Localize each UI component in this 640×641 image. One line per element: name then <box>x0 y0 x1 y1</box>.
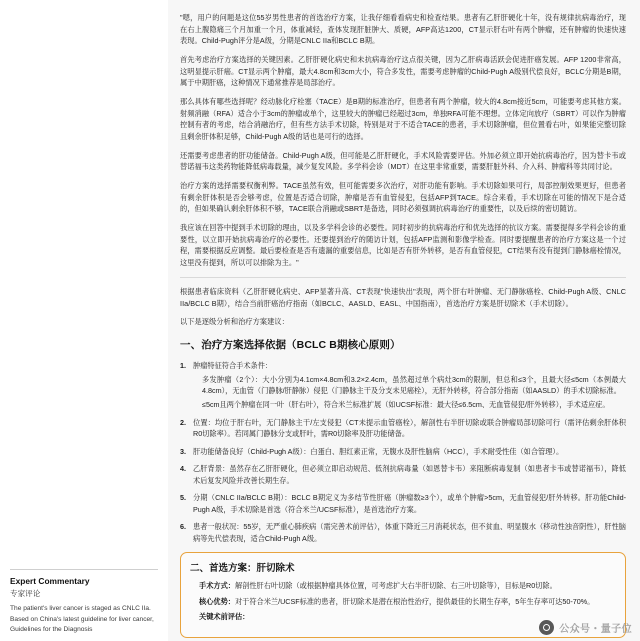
list-sub-item: 多发肿瘤（2个）：大小分别为4.1cm×4.8cm和3.2×2.4cm，虽然超过单个病灶3cm的限制，但总和≤3个，且最大径≤5cm（本例最大4.8cm），无血管（门静脉/肝静脉）侵犯（门静脉主干及分支未见癌栓），无肝外转移，符合部分指南（如AASLD）的手术切除标准。 <box>202 374 626 396</box>
commentary-title-cn: 专家评论 <box>10 589 41 599</box>
watermark <box>539 620 632 635</box>
commentary-title-en: Expert Commentary <box>10 575 90 586</box>
reasoning-paragraph-6: 我应该在回答中提到手术切除的理由，以及多学科会诊的必要性。同时初步的抗病毒治疗和优先选择的抗议方案。需要提得多学科会诊的重要性，以立即开始抗病毒治疗的必要性。还要提到治疗的随访计划，包括AFP监测和影像学检查。同时要提醒患者的治疗方案这是一个过程，需要根据反应调整。最后要检查是否有遗漏的重要信息，比如是否有肝外转移，是否有血管侵犯，CT结果有没有提到门静脉癌栓情况，这里没有提到，所以可以排除为主。" <box>180 222 626 267</box>
list-item <box>180 417 626 440</box>
section-divider <box>180 277 626 278</box>
conclusion-paragraph: 根据患者临床资料（乙肝肝硬化病史、AFP显著升高、CT表现"快速快出"表现，两个肝右叶肿瘤、无门静脉癌栓、Child-Pugh A级、CNLC IIa/BCLC B期），结合当前肝癌治疗指南（如BCLC、AASLD、EASL、中国指南），首选治疗方案是肝切除术（手术切除）。 <box>180 287 626 309</box>
box-row-text: 解剖性肝右叶切除（或根据肿瘤具体位置，可考虑扩大右半肝切除、右三叶切除等），目标是R0切除。 <box>234 581 557 591</box>
box-row-text: 对于符合米兰/UCSF标准的患者，肝切除术是潜在根治性治疗，提供最佳的长期生存率，5年生存率可达50-70%。 <box>234 596 595 606</box>
reasoning-paragraph-2: 首先考虑治疗方案选择的关键因素。乙肝肝硬化病史和未抗病毒治疗这点很关键，因为乙肝病毒活跃会促进肝癌发展。AFP 1200非常高，这明显提示肝癌。CT显示两个肿瘤，最大4.8cm和3cm大小，符合多发性，需要考虑肿瘤的Child-Pugh A级别代偿良好，BCLC分期是B期，属于中期肝癌，这种情况下通常推荐是局部治疗。 <box>180 54 626 88</box>
document-body <box>168 0 640 641</box>
reasoning-paragraph-5: 治疗方案的选择需要权衡利弊。TACE虽然有效，但可能需要多次治疗，对肝功能有影响。手术切除如果可行，局部控制效果更好，但患者有剩余肝体积是否会够考虑，位置是否适合切除，肿瘤是否有血管侵犯，包括AFP到TACE。综合来看，手术切除在可能的情况下是合适的，但如果确认剩余肝体积不够，TACE联合消融或SBRT是备选，同时必须强调抗病毒治疗的重要性，以及后续的密切随访。 <box>180 180 626 214</box>
reasoning-paragraph-3: 那么具体有哪些选择呢？经动脉化疗栓塞（TACE）是B期的标准治疗，但患者有两个肿瘤，较大的4.8cm接近5cm，可能要考虑其他方案。射频消融（RFA）适合小于3cm的肿瘤或单个，这里较大的肿瘤已经超过3cm，单独RFA可能不理想。立体定向放疗（SBRT）可以作为肿瘤控制有者的考虑，结合消融治疗，但有些方法手术切除，特别是对于不适合TACE的患者，手术切除肿瘤，但位置看右叶，如果能完整切除且剩余肝体积足够，Child-Pugh A级的话也是可行的选择。 <box>180 96 626 141</box>
list-item-text: 位置：均位于肝右叶，无门静脉主干/左支侵犯（CT未提示血管癌栓），解剖性右半肝切除或联合肿瘤局部切除可行（需评估剩余肝体积R0切除率）。若同属门静脉分支或肝叶，需R0切除率及肝功能储备。 <box>193 417 626 439</box>
list-item-text: 乙肝背景：虽然存在乙肝肝硬化，但必须立即启动规范、低剂抗病毒量（如恩替卡韦）来阻断病毒复制（如患者卡韦或替诺福韦），降低术后复发风险并改善长期生存。 <box>193 464 626 485</box>
wechat-official-account-icon <box>539 620 554 635</box>
list-item-text: 患者一般状况：55岁，无严重心肺疾病（需完善术前评估），体重下降近三月消耗状态，但不贫血、明显腹水（移动性浊音阴性），肝性脑病等先代偿表现，适合Child-Pugh A级。 <box>193 522 626 543</box>
list-sub-item: ≤5cm且两个肿瘤在同一叶（肝右叶），符合米兰标准扩展（如UCSF标准：最大径≤6.5cm、无血管侵犯/肝外转移），手术适应症。 <box>202 399 610 409</box>
box-heading: 二、首选方案：肝切除术 <box>190 563 295 575</box>
box-row-core-advantage <box>190 596 616 608</box>
list-item-text: 肝功能储备良好（Child-Pugh A级）：白蛋白、胆红素正常，无腹水及肝性脑病（HCC），手术耐受性佳（如合管理）。 <box>193 446 564 456</box>
list-item <box>180 360 626 410</box>
section-heading-1: 一、治疗方案选择依据（BCLC B期核心原则） <box>180 339 401 352</box>
box-row-surgery-type <box>190 580 616 592</box>
reasoning-paragraph-1: "嗯，用户的问题是这位55岁男性患者的首选治疗方案，让我仔细看看病史和检查结果。患者有乙肝肝硬化十年，没有规律抗病毒治疗，现在右上腹隐痛三个月加重一个月，体重减轻，查体发现肝脏肿大、质硬，AFP高达1200，CT显示肝右叶有两个肿瘤，还有肿瘤的快速快速表现。Child-Pugh评分是A级，分期是CNLC IIa和BCLC B期。 <box>180 13 626 46</box>
intro-line: 以下是逐级分析和治疗方案建议： <box>180 316 289 326</box>
list-item-text: 肿瘤特征符合手术条件： <box>193 361 273 371</box>
list-item <box>180 492 626 515</box>
left-margin-column <box>0 0 169 641</box>
commentary-divider <box>10 569 158 570</box>
box-row-label: 关键术前评估： <box>199 612 250 622</box>
box-row-label: 核心优势： <box>199 596 235 606</box>
list-item <box>180 446 626 458</box>
list-item-text: 分期（CNLC IIa/BCLC B期）：BCLC B期定义为多结节性肝癌（肿瘤数≥3个），或单个肿瘤>5cm，无血管侵犯/肝外转移。肝功能Child-Pugh A级，手术切除是首选（符合米兰/UCSF标准），是首选治疗方案。 <box>193 493 626 514</box>
watermark-text: 公众号・量子位 <box>559 624 632 635</box>
reasoning-paragraph-4: 还需要考虑患者的肝功能储备。Child-Pugh A级，但可能是乙肝肝硬化，手术风险需要评估。外加必须立即开始抗病毒治疗，因为替卡韦或替诺福韦这类药物能降低病毒载量，减少复发风险。多学科会诊（MDT）在这里非常重要，需要肝脏外科、介入科、肿瘤科等共同讨论。 <box>180 150 626 172</box>
box-row-label: 手术方式： <box>199 581 235 591</box>
commentary-body-en: The patient's liver cancer is staged as CNLC IIa. Based on China's latest guideline for liver cancer, Guidelines for the Diagnosis <box>10 605 154 633</box>
list-item <box>180 463 626 486</box>
criteria-list <box>180 360 626 544</box>
list-item <box>180 521 626 544</box>
expert-commentary-block <box>10 569 160 641</box>
